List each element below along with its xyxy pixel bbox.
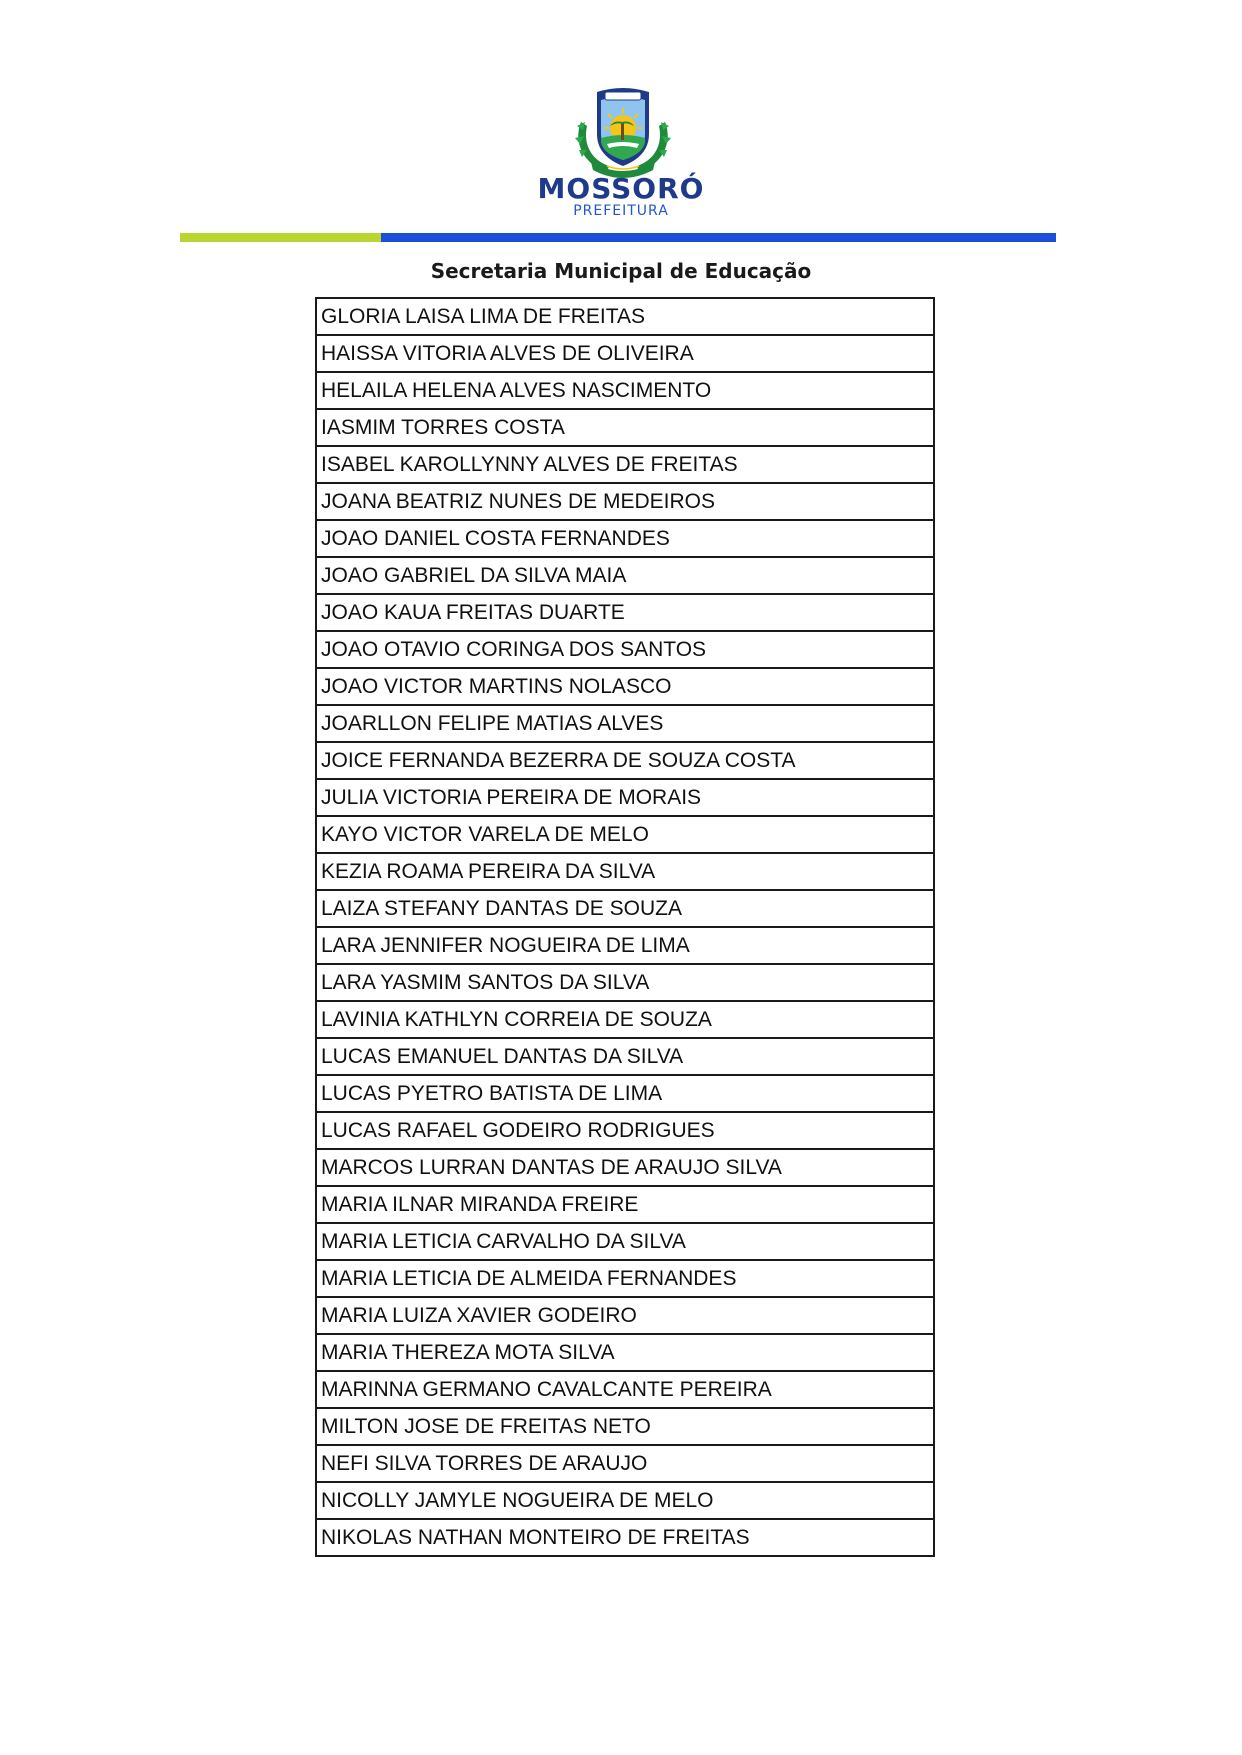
name-cell: MARIA LUIZA XAVIER GODEIRO <box>316 1297 934 1334</box>
table-row <box>316 1223 934 1260</box>
name-cell: MARINNA GERMANO CAVALCANTE PEREIRA <box>316 1371 934 1408</box>
name-cell: MARIA THEREZA MOTA SILVA <box>316 1334 934 1371</box>
name-cell: NEFI SILVA TORRES DE ARAUJO <box>316 1445 934 1482</box>
table-row <box>316 446 934 483</box>
table-row <box>316 631 934 668</box>
table-row <box>316 1334 934 1371</box>
brand-name: MOSSORÓ <box>537 172 705 205</box>
table-row <box>316 520 934 557</box>
table-row <box>316 1112 934 1149</box>
table-row <box>316 927 934 964</box>
name-cell: HAISSA VITORIA ALVES DE OLIVEIRA <box>316 335 934 372</box>
name-cell: JOANA BEATRIZ NUNES DE MEDEIROS <box>316 483 934 520</box>
name-cell: MARIA ILNAR MIRANDA FREIRE <box>316 1186 934 1223</box>
name-cell: JOAO DANIEL COSTA FERNANDES <box>316 520 934 557</box>
name-cell: NICOLLY JAMYLE NOGUEIRA DE MELO <box>316 1482 934 1519</box>
name-cell: JOAO VICTOR MARTINS NOLASCO <box>316 668 934 705</box>
name-cell: LAIZA STEFANY DANTAS DE SOUZA <box>316 890 934 927</box>
table-row <box>316 890 934 927</box>
table-row <box>316 1038 934 1075</box>
municipal-crest-icon <box>567 82 679 182</box>
table-row <box>316 298 934 335</box>
table-row <box>316 1408 934 1445</box>
table-row <box>316 335 934 372</box>
name-cell: KEZIA ROAMA PEREIRA DA SILVA <box>316 853 934 890</box>
table-row <box>316 779 934 816</box>
page-header <box>0 82 1242 222</box>
name-cell: LARA JENNIFER NOGUEIRA DE LIMA <box>316 927 934 964</box>
table-row <box>316 483 934 520</box>
table-row <box>316 557 934 594</box>
name-cell: MARCOS LURRAN DANTAS DE ARAUJO SILVA <box>316 1149 934 1186</box>
table-row <box>316 1075 934 1112</box>
header-divider-blue <box>381 233 1056 242</box>
name-cell: MARIA LETICIA DE ALMEIDA FERNANDES <box>316 1260 934 1297</box>
name-cell: JOAO GABRIEL DA SILVA MAIA <box>316 557 934 594</box>
name-cell: LUCAS PYETRO BATISTA DE LIMA <box>316 1075 934 1112</box>
name-cell: JOAO KAUA FREITAS DUARTE <box>316 594 934 631</box>
table-row <box>316 1149 934 1186</box>
name-cell: IASMIM TORRES COSTA <box>316 409 934 446</box>
name-cell: JOICE FERNANDA BEZERRA DE SOUZA COSTA <box>316 742 934 779</box>
table-row <box>316 1260 934 1297</box>
table-row <box>316 1482 934 1519</box>
table-row <box>316 1186 934 1223</box>
name-cell: GLORIA LAISA LIMA DE FREITAS <box>316 298 934 335</box>
table-row <box>316 594 934 631</box>
name-cell: JOARLLON FELIPE MATIAS ALVES <box>316 705 934 742</box>
department-title: Secretaria Municipal de Educação <box>430 259 812 283</box>
table-row <box>316 1001 934 1038</box>
name-cell: LUCAS EMANUEL DANTAS DA SILVA <box>316 1038 934 1075</box>
name-cell: JULIA VICTORIA PEREIRA DE MORAIS <box>316 779 934 816</box>
table-row <box>316 853 934 890</box>
name-cell: LUCAS RAFAEL GODEIRO RODRIGUES <box>316 1112 934 1149</box>
table-row <box>316 742 934 779</box>
name-cell: KAYO VICTOR VARELA DE MELO <box>316 816 934 853</box>
table-row <box>316 1519 934 1556</box>
table-row <box>316 1371 934 1408</box>
table-row <box>316 372 934 409</box>
names-table <box>315 297 935 1557</box>
brand-subtitle: PREFEITURA <box>573 203 669 219</box>
table-row <box>316 1445 934 1482</box>
name-cell: JOAO OTAVIO CORINGA DOS SANTOS <box>316 631 934 668</box>
table-row <box>316 668 934 705</box>
table-row <box>316 409 934 446</box>
name-cell: NIKOLAS NATHAN MONTEIRO DE FREITAS <box>316 1519 934 1556</box>
name-cell: LARA YASMIM SANTOS DA SILVA <box>316 964 934 1001</box>
name-cell: MILTON JOSE DE FREITAS NETO <box>316 1408 934 1445</box>
name-cell: MARIA LETICIA CARVALHO DA SILVA <box>316 1223 934 1260</box>
header-divider-green <box>180 233 381 242</box>
name-cell: HELAILA HELENA ALVES NASCIMENTO <box>316 372 934 409</box>
name-cell: LAVINIA KATHLYN CORREIA DE SOUZA <box>316 1001 934 1038</box>
name-cell: ISABEL KAROLLYNNY ALVES DE FREITAS <box>316 446 934 483</box>
table-row <box>316 964 934 1001</box>
table-row <box>316 705 934 742</box>
table-row <box>316 1297 934 1334</box>
table-row <box>316 816 934 853</box>
